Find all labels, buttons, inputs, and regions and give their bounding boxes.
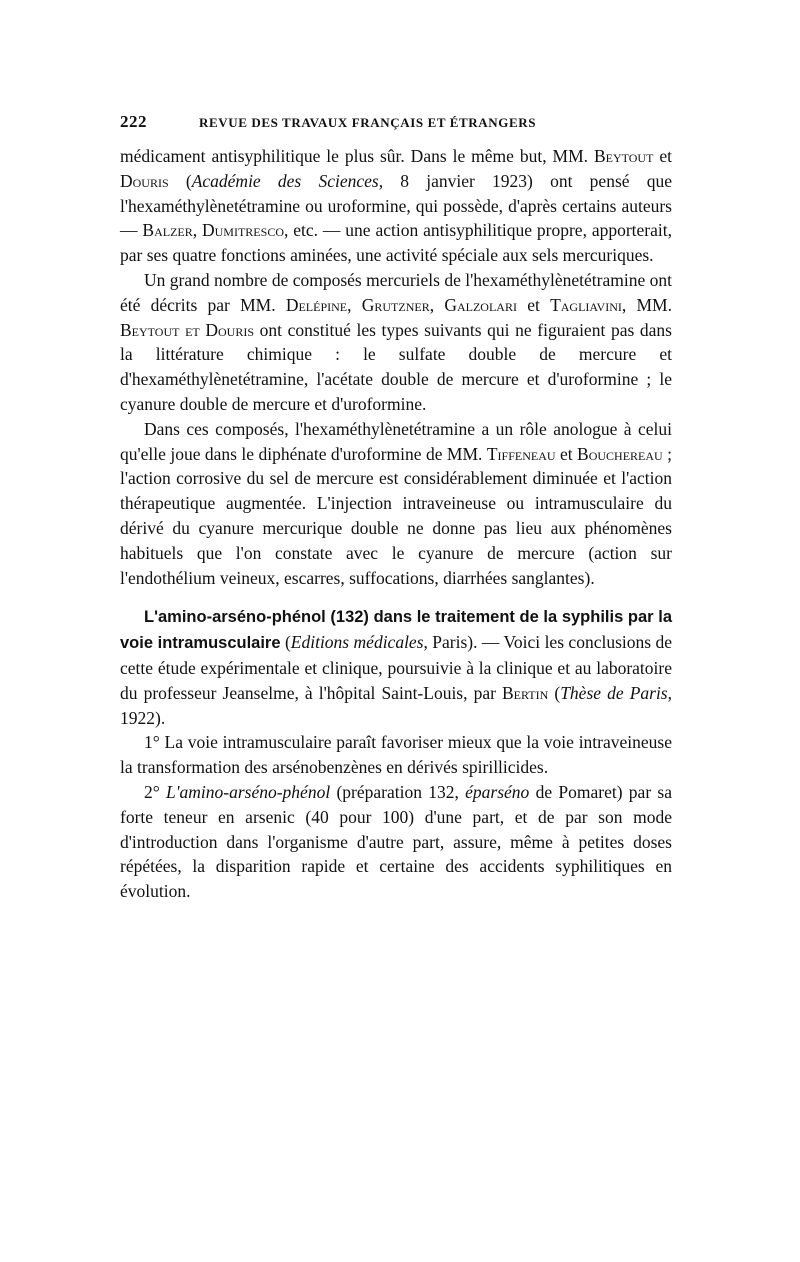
text-span: Dans ces composés, l'hexaméthylènetétramine a un rôle anologue à celui qu'elle joue dans le diphénate d'uroformine de MM. (120, 418, 672, 464)
author-name: Beytout et Douris (120, 319, 255, 340)
text-span: 1° La voie intramusculaire paraît favoriser mieux que la voie intraveineuse la transformation des arsénobenzènes en dérivés spirillicides. (120, 732, 672, 778)
paragraph-3 (120, 417, 672, 591)
author-name: Delépine, Grutzner, Galzolari (285, 294, 517, 315)
author-name: Tiffeneau (486, 443, 556, 464)
author-name: Tagliavini (550, 294, 622, 315)
document-page (120, 112, 672, 904)
text-span: ( (548, 682, 561, 703)
text-span: 2° (144, 781, 167, 802)
author-name: Bertin (502, 682, 549, 703)
text-span: ( (280, 632, 291, 653)
text-span: et (653, 146, 672, 166)
citation-source: Thèse de Paris (560, 682, 668, 703)
text-span: médicament antisyphilitique le plus sûr. Dans le même but, MM. (120, 146, 594, 166)
author-name: Douris (120, 170, 169, 191)
article-paragraph (120, 604, 672, 730)
compound-name: L'amino-arséno-phénol (166, 781, 331, 802)
citation-source: Editions médicales (290, 632, 424, 653)
text-span: (préparation 132, (330, 781, 466, 802)
text-span: ont constitué les types suivants qui ne figuraient pas dans la littérature chimique : le sulfate double de mercure et d'hexaméthylènetétramine, l'acétate double de mercure et d'uroformine ; le cyanure double de mercure et d'uroformine. (120, 319, 672, 414)
paragraph-2 (120, 268, 672, 417)
text-span: de Pomaret) par sa forte teneur en arsenic (40 pour 100) d'une part, et de par son mode d'introduction dans l'organisme d'autre part, assure, même à petites doses répétées, la disparition rapide et certaine des accidents syphilitiques en évolution. (120, 781, 673, 902)
author-name: Beytout (593, 146, 654, 166)
conclusion-2 (120, 780, 672, 904)
text-span: , etc. — une action antisyphilitique propre, apporterait, par ses quatre fonctions aminées, une activité spéciale aux sels mercuriques. (120, 220, 672, 266)
article-title: L'amino-arséno-phénol (132) dans le traitement de la syphilis par la voie intramusculaire (120, 608, 672, 653)
running-header (120, 112, 672, 144)
running-title: REVUE DES TRAVAUX FRANÇAIS ET ÉTRANGERS (199, 115, 537, 130)
body-text (120, 144, 672, 904)
text-span: ; l'action corrosive du sel de mercure est considérablement diminuée et l'action thérapeutique augmentée. L'injection intraveineuse ou intramusculaire du dérivé du cyanure mercurique double ne donne pas lieu aux phénomènes habituels que l'on constate avec le cyanure de mercure (action sur l'endothélium veineux, escarres, suffocations, diarrhées sanglantes). (120, 443, 672, 588)
compound-name: éparséno (465, 781, 530, 802)
text-span: , MM. (621, 294, 672, 315)
text-span: , 1922). (120, 682, 672, 728)
author-name: Balzer, Dumitresco (142, 220, 284, 241)
paragraph-1 (120, 144, 672, 268)
text-span: , Paris). — Voici les conclusions de cette étude expérimentale et clinique, poursuivie à la clinique et au laboratoire du professeur Jeanselme, à l'hôpital Saint-Louis, par (120, 632, 672, 703)
text-span: ( (168, 170, 192, 191)
text-span: , 8 janvier 1923) ont pensé que l'hexaméthylènetétramine ou uroformine, qui possède, d'après certains auteurs — (120, 170, 673, 241)
citation-source: Académie des Sciences (191, 170, 379, 191)
text-span: et (516, 294, 551, 315)
page-number: 222 (120, 112, 147, 131)
conclusion-1 (120, 730, 672, 780)
text-span: et (555, 443, 578, 464)
author-name: Bouchereau (577, 443, 663, 464)
text-span: Un grand nombre de composés mercuriels de l'hexaméthylènetétramine ont été décrits par MM. (120, 269, 672, 315)
